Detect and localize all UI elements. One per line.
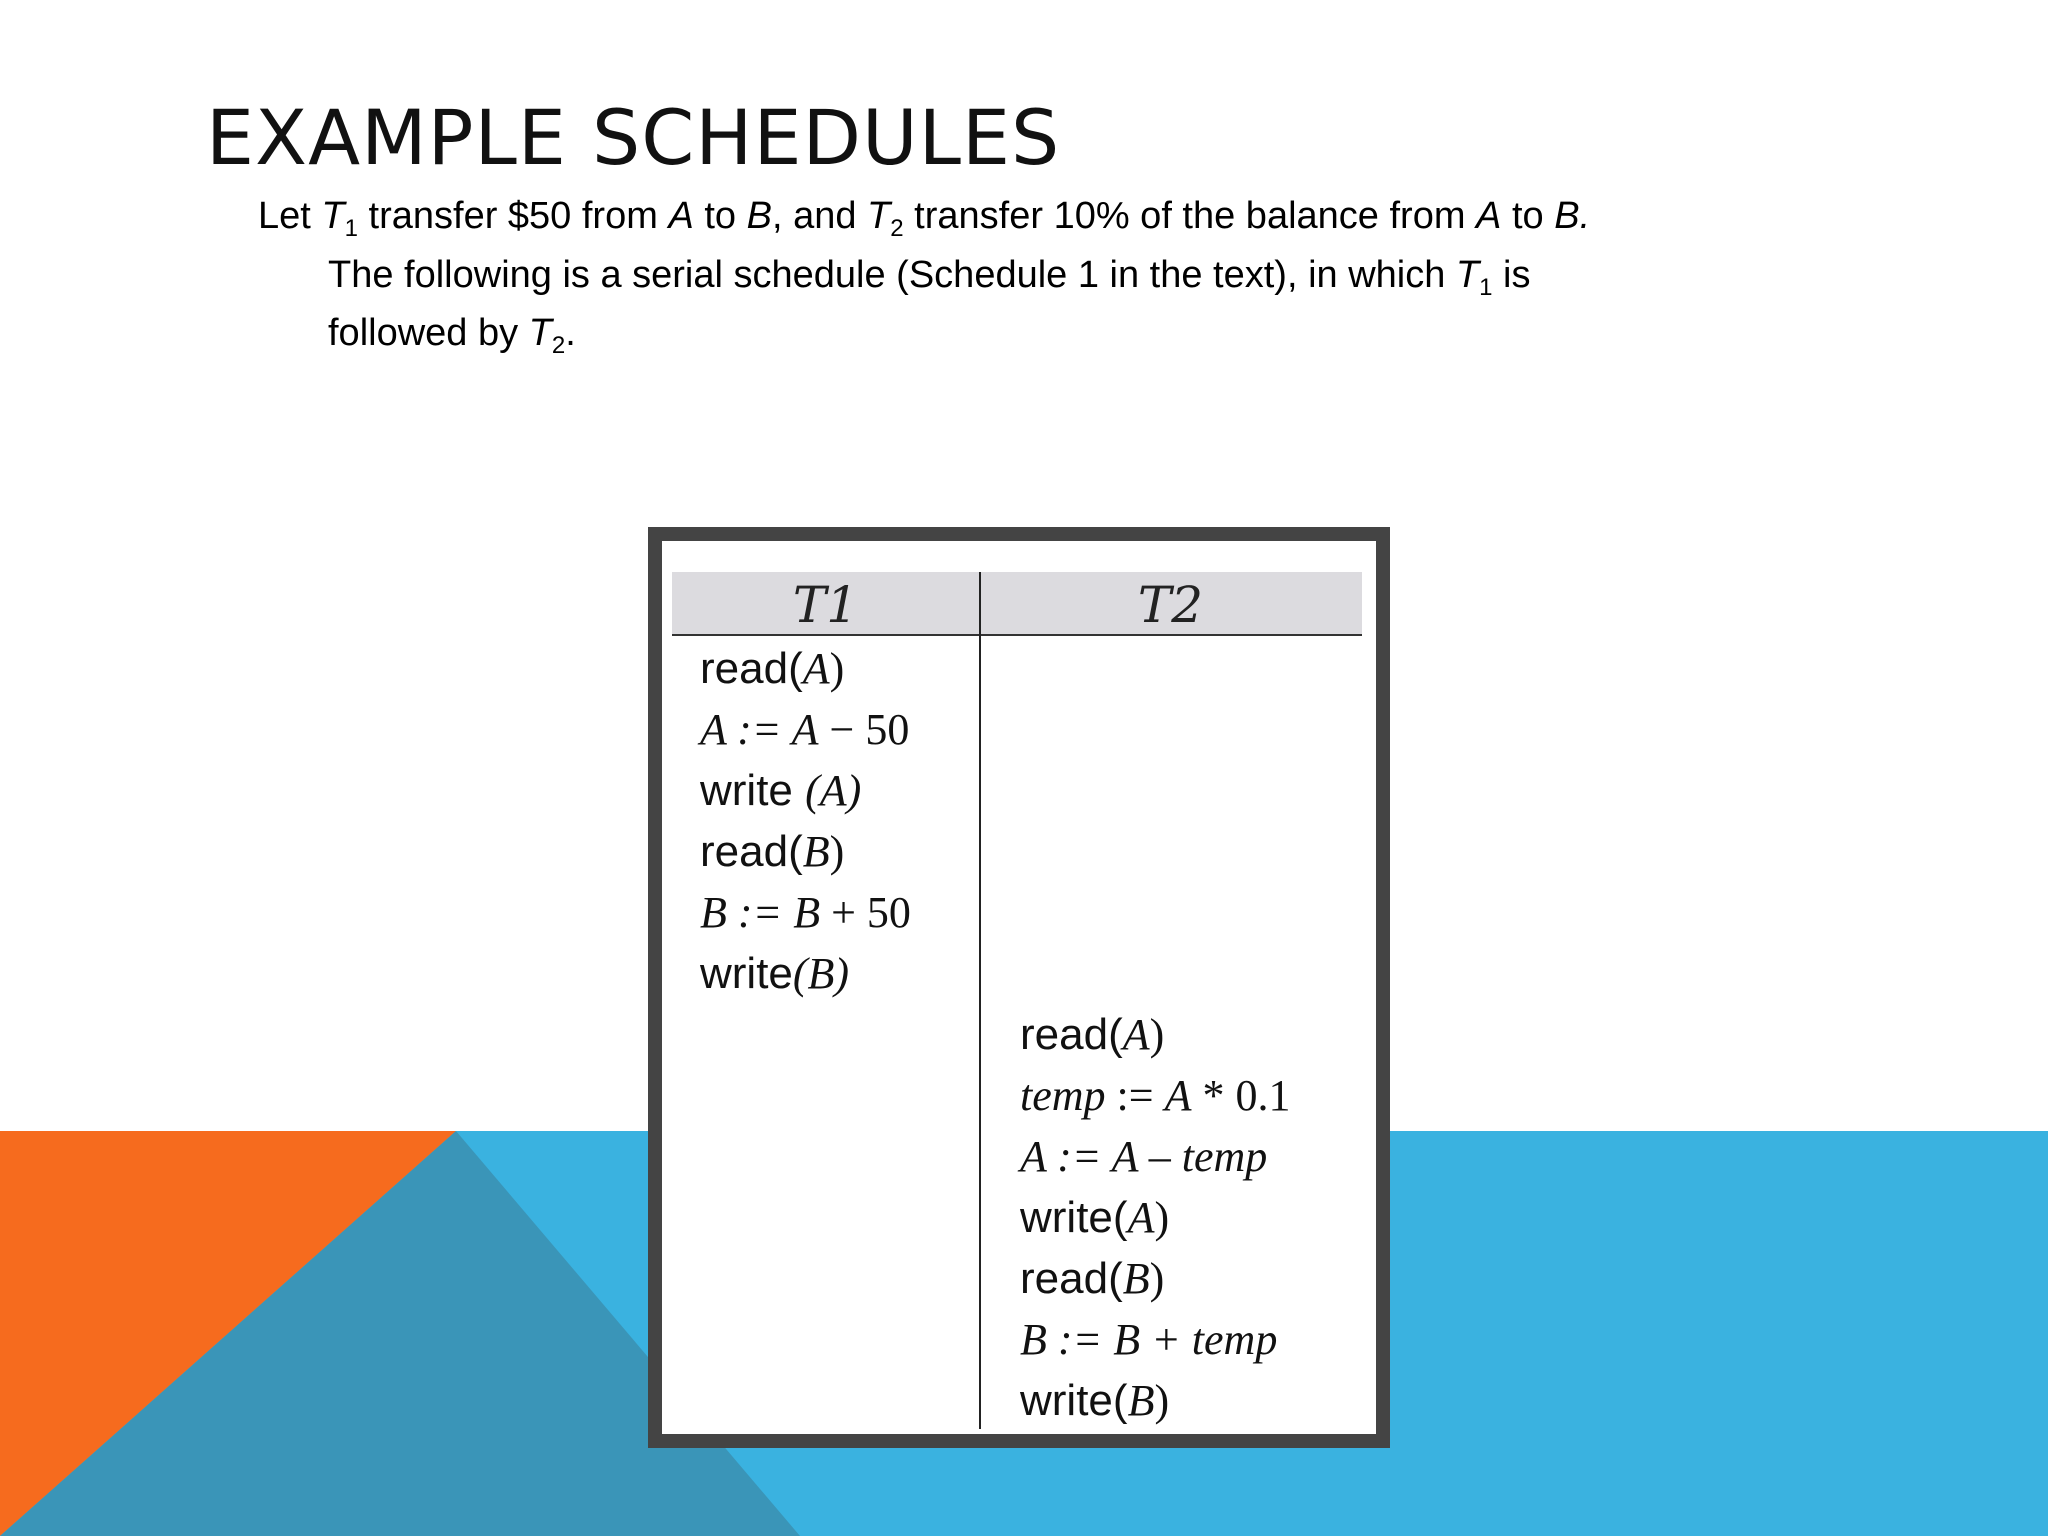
var-t: T — [867, 195, 891, 237]
text: to — [693, 195, 747, 237]
op-var: B — [802, 827, 830, 876]
op-expr: A := A – — [1020, 1132, 1182, 1181]
subscript: 2 — [551, 332, 566, 359]
text: is — [1492, 254, 1531, 296]
op-var: B — [1127, 1376, 1155, 1425]
column-divider — [979, 572, 981, 1429]
schedule-table — [662, 541, 1376, 1434]
op-var: (A) — [805, 766, 862, 815]
column-header-t1: T1 — [792, 576, 859, 634]
paragraph-line-1 — [258, 196, 1590, 242]
t2-op-temp-assign — [1020, 1071, 1291, 1120]
column-header-t2: T2 — [1137, 576, 1204, 634]
op-var: B — [1122, 1254, 1150, 1303]
text: The following is a serial schedule (Schedule 1 in the text), in which — [328, 254, 1456, 296]
subscript: 2 — [890, 215, 904, 242]
t1-op-read-b — [700, 827, 845, 876]
var-t: T — [528, 312, 552, 354]
op-text: ) — [1149, 1010, 1165, 1059]
op-text: ) — [1149, 1254, 1165, 1303]
text: to — [1501, 195, 1555, 237]
paragraph-line-3 — [328, 313, 576, 359]
schedule-figure — [648, 527, 1390, 1448]
op-text: write — [700, 766, 806, 815]
op-text: ) — [829, 644, 845, 693]
var-a: A — [668, 195, 694, 237]
op-text: write( — [1020, 1193, 1128, 1242]
op-var: A — [802, 644, 830, 693]
t2-op-read-a — [1020, 1010, 1165, 1059]
var-t: T — [1455, 254, 1480, 296]
table-header — [672, 572, 1362, 636]
var-t: T — [321, 195, 345, 237]
t1-op-a-minus-50 — [700, 705, 910, 754]
op-var: temp — [1181, 1132, 1268, 1181]
op-text: read( — [1020, 1254, 1123, 1303]
slide-title: EXAMPLE SCHEDULES — [206, 93, 1061, 182]
text: transfer 10% of the balance from — [903, 195, 1477, 237]
t2-op-write-a — [1020, 1193, 1170, 1242]
op-text: ) — [1154, 1193, 1170, 1242]
t2-op-read-b — [1020, 1254, 1165, 1303]
text: Let — [258, 195, 322, 237]
paragraph-line-2 — [328, 255, 1531, 301]
subscript: 1 — [1479, 274, 1493, 301]
text: followed by — [328, 312, 529, 354]
t1-op-write-a — [700, 766, 862, 815]
var-b: B — [746, 195, 772, 237]
op-var: temp — [1020, 1071, 1106, 1120]
var-a: A — [1476, 195, 1502, 237]
op-var: A — [1122, 1010, 1150, 1059]
subscript: 1 — [344, 215, 358, 242]
op-var: temp — [1191, 1315, 1278, 1364]
text: . — [565, 312, 576, 354]
op-expr: B := B — [700, 888, 821, 937]
t1-op-read-a — [700, 644, 845, 693]
op-expr: + 50 — [820, 888, 911, 937]
t2-op-a-minus-temp — [1020, 1132, 1268, 1181]
op-expr: A := A — [700, 705, 819, 754]
op-var: A — [1127, 1193, 1155, 1242]
text: transfer $50 from — [357, 195, 669, 237]
t1-op-b-plus-50 — [700, 888, 911, 937]
op-expr: B := B + — [1020, 1315, 1192, 1364]
op-expr: * 0.1 — [1191, 1071, 1291, 1120]
t2-op-b-plus-temp — [1020, 1315, 1278, 1364]
var-b: B. — [1554, 195, 1591, 237]
op-expr: − 50 — [818, 705, 910, 754]
op-text: read( — [700, 827, 803, 876]
text: , and — [771, 195, 868, 237]
op-text: ) — [829, 827, 845, 876]
t1-op-write-b — [700, 949, 850, 998]
op-expr: := — [1105, 1071, 1165, 1120]
t2-op-write-b — [1020, 1376, 1170, 1425]
op-text: read( — [1020, 1010, 1123, 1059]
op-text: write( — [1020, 1376, 1128, 1425]
op-text: write — [700, 949, 793, 998]
op-text: read( — [700, 644, 803, 693]
op-text: ) — [1154, 1376, 1170, 1425]
op-var: (B) — [792, 949, 850, 998]
op-var: A — [1164, 1071, 1192, 1120]
